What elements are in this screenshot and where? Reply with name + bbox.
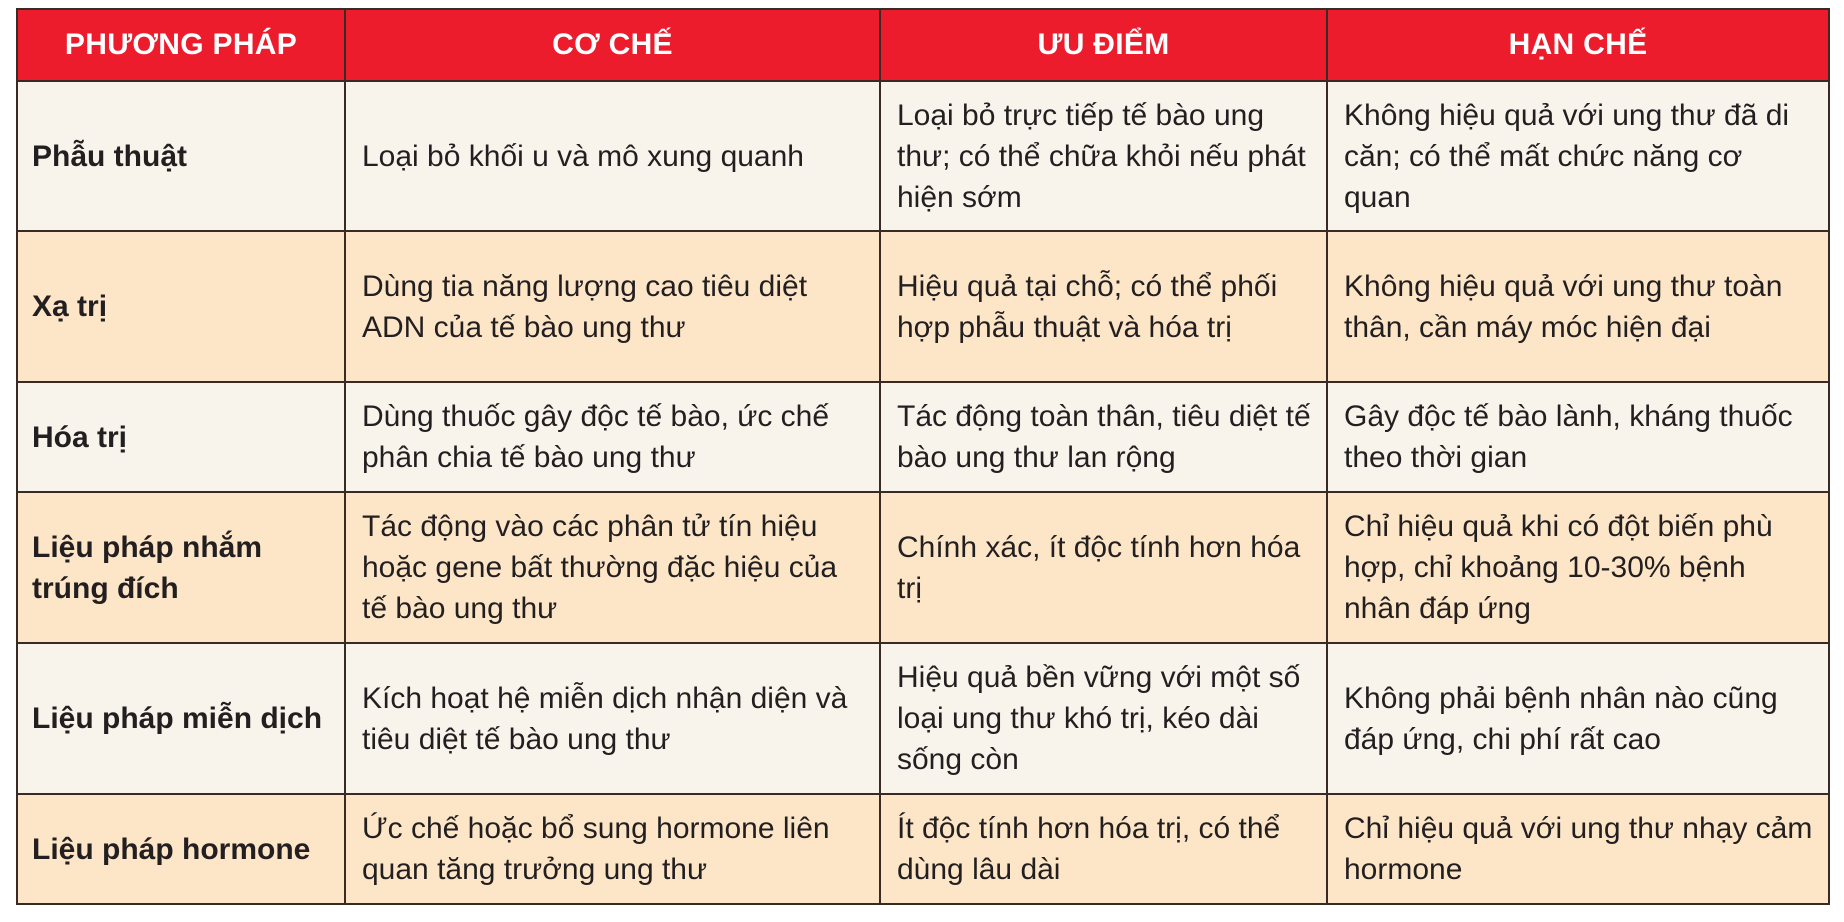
mechanism-cell: Loại bỏ khối u và mô xung quanh <box>345 81 880 231</box>
limitations-cell: Không hiệu quả với ung thư đã di căn; có thể mất chức năng cơ quan <box>1327 81 1829 231</box>
table-row <box>17 382 1829 492</box>
limitations-cell: Gây độc tế bào lành, kháng thuốc theo thời gian <box>1327 382 1829 492</box>
method-cell: Liệu pháp miễn dịch <box>17 643 345 794</box>
limitations-cell: Chỉ hiệu quả với ung thư nhạy cảm hormone <box>1327 794 1829 904</box>
treatment-table <box>16 8 1830 905</box>
advantages-cell: Tác động toàn thân, tiêu diệt tế bào ung thư lan rộng <box>880 382 1327 492</box>
mechanism-cell: Ức chế hoặc bổ sung hormone liên quan tăng trưởng ung thư <box>345 794 880 904</box>
mechanism-cell: Dùng thuốc gây độc tế bào, ức chế phân chia tế bào ung thư <box>345 382 880 492</box>
advantages-cell: Chính xác, ít độc tính hơn hóa trị <box>880 492 1327 643</box>
method-cell: Xạ trị <box>17 231 345 382</box>
limitations-cell: Không hiệu quả với ung thư toàn thân, cần máy móc hiện đại <box>1327 231 1829 382</box>
advantages-cell: Ít độc tính hơn hóa trị, có thể dùng lâu dài <box>880 794 1327 904</box>
header-method: PHƯƠNG PHÁP <box>17 9 345 81</box>
table-header-row <box>17 9 1829 81</box>
table-row <box>17 81 1829 231</box>
mechanism-cell: Dùng tia năng lượng cao tiêu diệt ADN của tế bào ung thư <box>345 231 880 382</box>
table-row <box>17 643 1829 794</box>
limitations-cell: Chỉ hiệu quả khi có đột biến phù hợp, chỉ khoảng 10-30% bệnh nhân đáp ứng <box>1327 492 1829 643</box>
method-cell: Liệu pháp hormone <box>17 794 345 904</box>
treatment-comparison <box>16 8 1828 905</box>
header-limitations: HẠN CHẾ <box>1327 9 1829 81</box>
header-advantages: ƯU ĐIỂM <box>880 9 1327 81</box>
mechanism-cell: Kích hoạt hệ miễn dịch nhận diện và tiêu diệt tế bào ung thư <box>345 643 880 794</box>
table-row <box>17 231 1829 382</box>
table-row <box>17 794 1829 904</box>
table-row <box>17 492 1829 643</box>
advantages-cell: Hiệu quả tại chỗ; có thể phối hợp phẫu thuật và hóa trị <box>880 231 1327 382</box>
method-cell: Hóa trị <box>17 382 345 492</box>
advantages-cell: Loại bỏ trực tiếp tế bào ung thư; có thể chữa khỏi nếu phát hiện sớm <box>880 81 1327 231</box>
mechanism-cell: Tác động vào các phân tử tín hiệu hoặc gene bất thường đặc hiệu của tế bào ung thư <box>345 492 880 643</box>
method-cell: Liệu pháp nhắm trúng đích <box>17 492 345 643</box>
method-cell: Phẫu thuật <box>17 81 345 231</box>
header-mechanism: CƠ CHẾ <box>345 9 880 81</box>
advantages-cell: Hiệu quả bền vững với một số loại ung thư khó trị, kéo dài sống còn <box>880 643 1327 794</box>
limitations-cell: Không phải bệnh nhân nào cũng đáp ứng, chi phí rất cao <box>1327 643 1829 794</box>
